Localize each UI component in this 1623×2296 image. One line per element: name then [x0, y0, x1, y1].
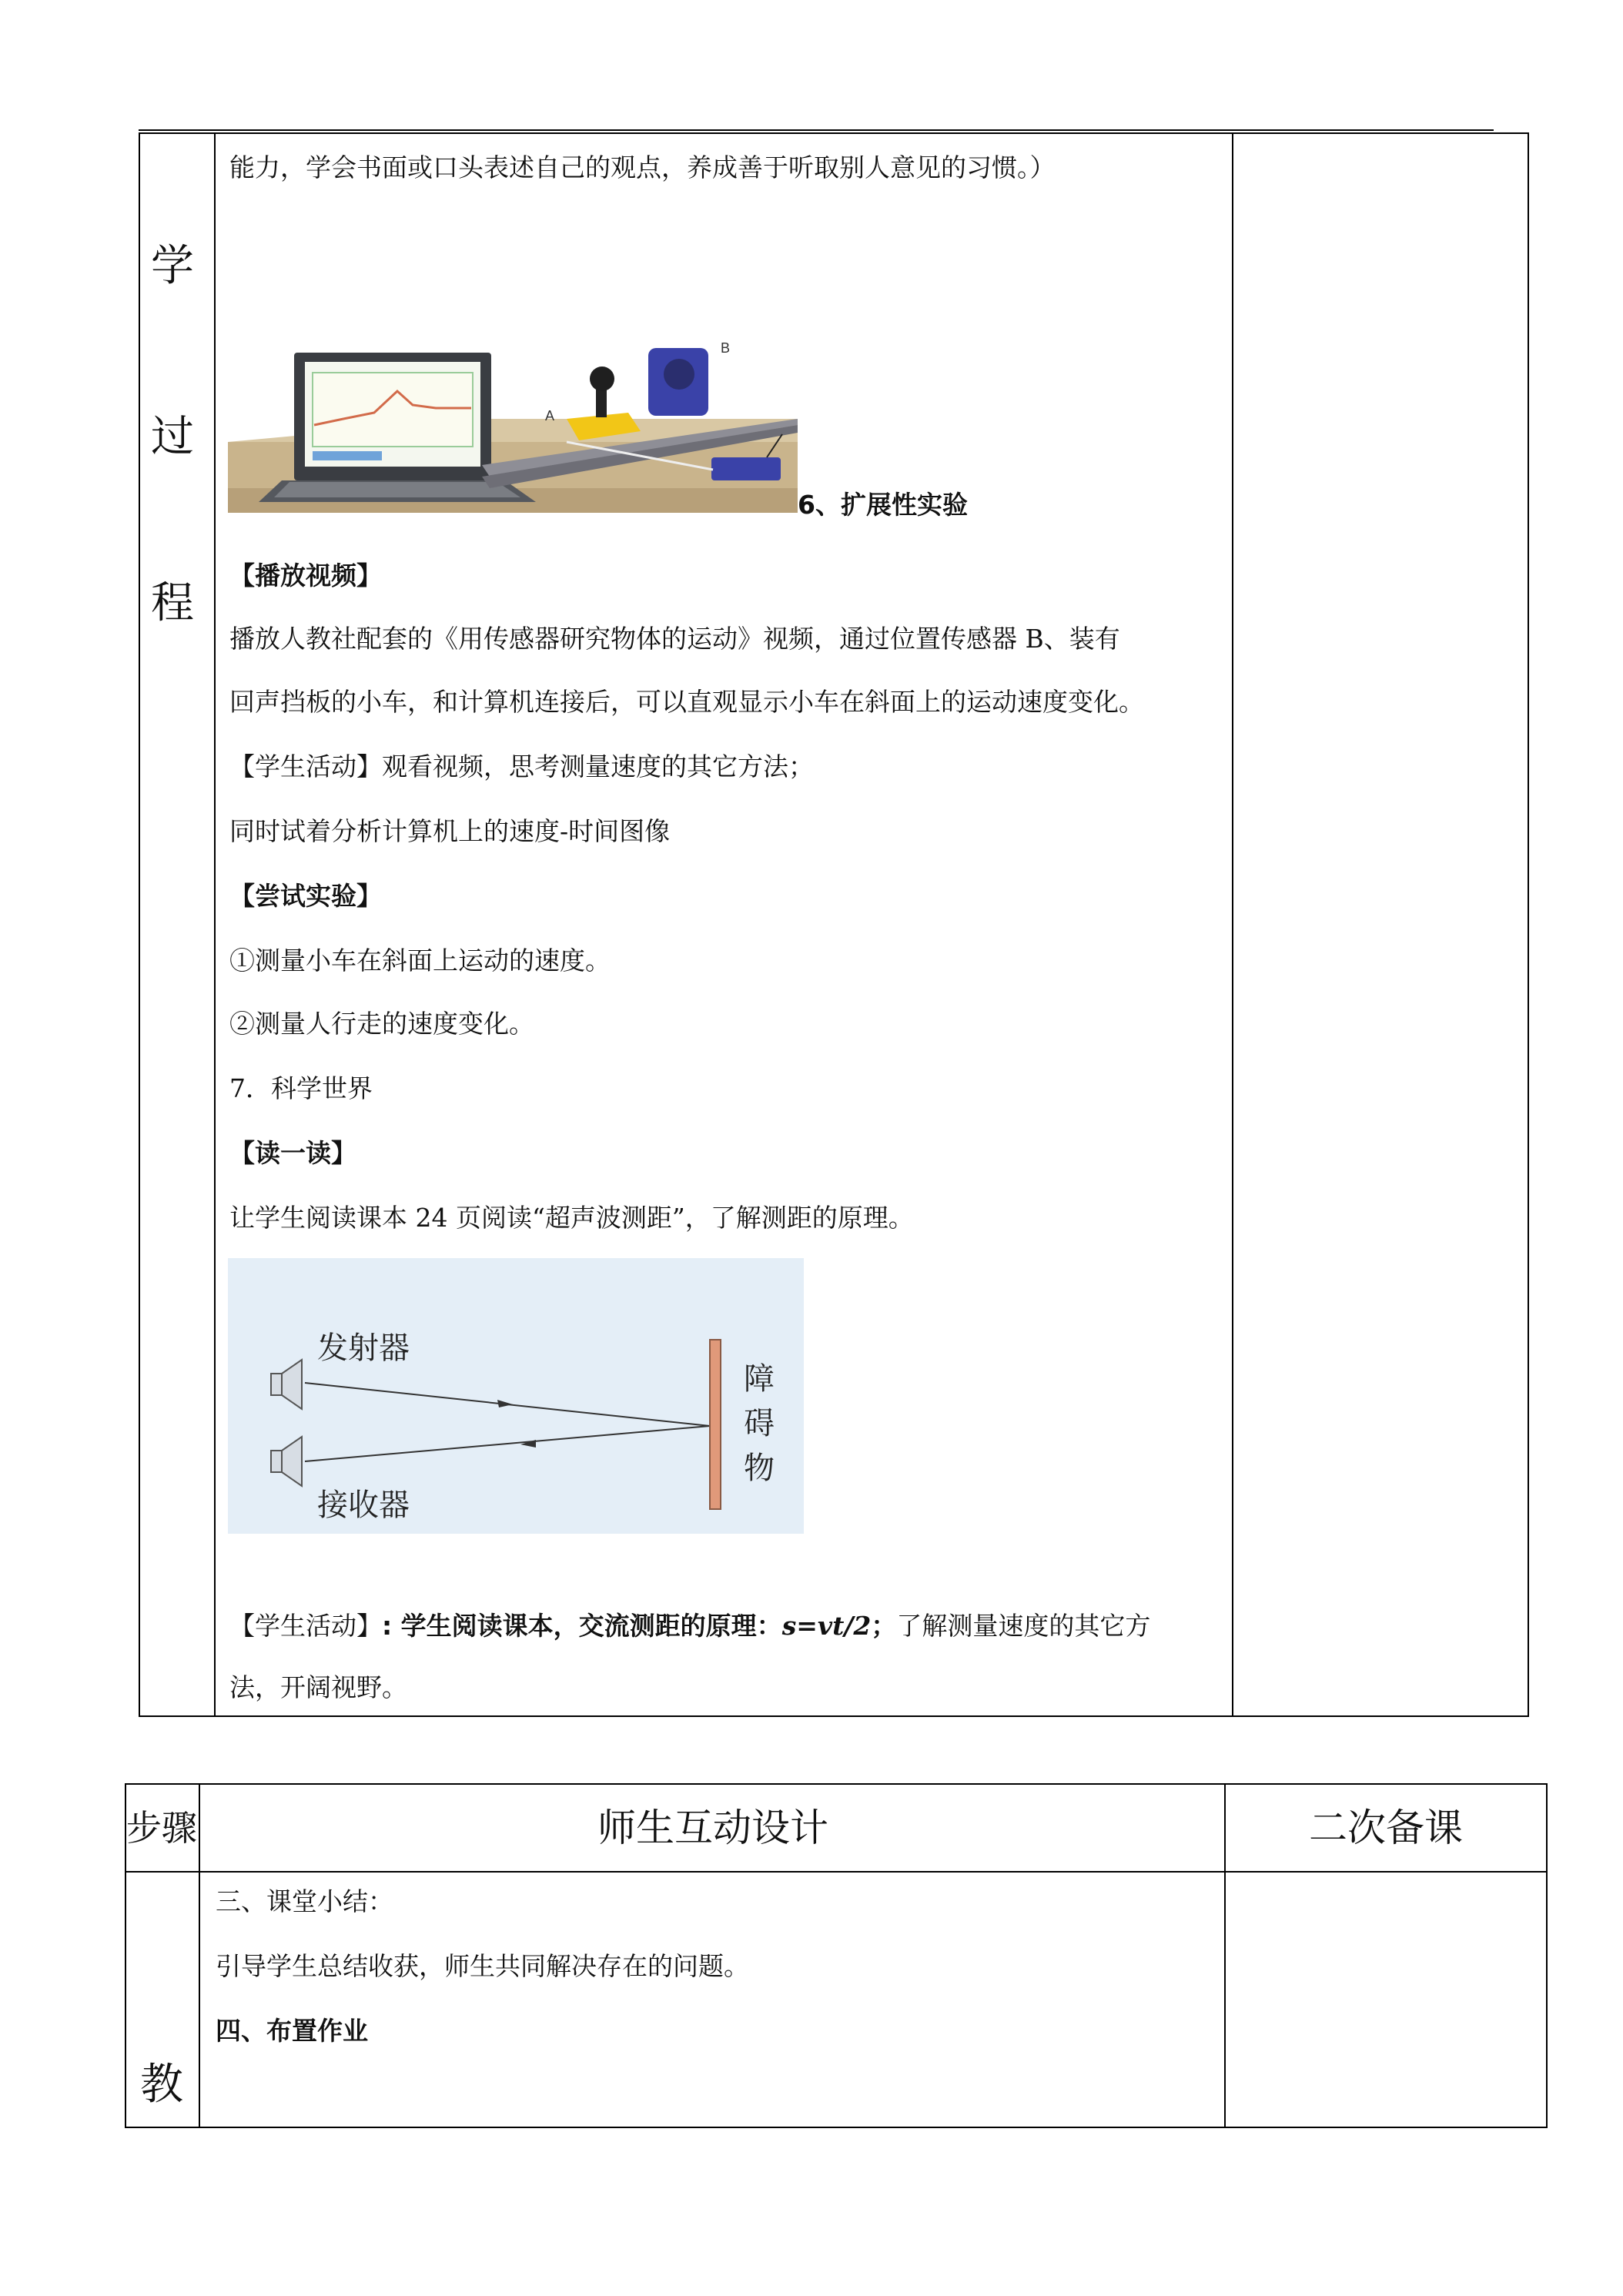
try-item-1: ①测量小车在斜面上运动的速度。 — [229, 946, 611, 976]
side-label-jiao: 教 — [140, 2060, 183, 2110]
label-obstacle-1: 障 — [744, 1361, 775, 1397]
try-item-2: ②测量人行走的速度变化。 — [229, 1009, 534, 1039]
header-design: 师生互动设计 — [597, 1806, 828, 1850]
header-step: 步骤 — [126, 1807, 197, 1849]
heading-read: 【读一读】 — [229, 1138, 356, 1168]
formula-distance: s=vt/2 — [781, 1611, 872, 1641]
sensor-experiment-drawing — [228, 334, 798, 513]
label-receiver: 接收器 — [317, 1488, 410, 1523]
final-activity-rest: 了解测量速度的其它方 — [896, 1611, 1151, 1641]
student-activity-text-1: 【学生活动】观看视频，思考测量速度的其它方法； — [229, 751, 814, 782]
section-science-world: 7．科学世界 — [229, 1073, 373, 1103]
ultrasonic-diagram — [228, 1258, 804, 1534]
side-label-cheng: 程 — [151, 578, 194, 628]
header-second-prep: 二次备课 — [1309, 1806, 1463, 1850]
ultrasonic-ranging-image — [228, 1258, 804, 1534]
heading-homework: 四、布置作业 — [216, 2016, 368, 2046]
table2-col-divider-2 — [1224, 1783, 1226, 2128]
page-top-rule — [139, 129, 1494, 131]
final-activity-line-1 — [229, 1611, 1150, 1642]
label-obstacle-2: 碍 — [744, 1406, 775, 1441]
label-b: B — [721, 340, 731, 356]
label-transmitter: 发射器 — [317, 1330, 410, 1366]
table2-header-divider — [125, 1871, 1548, 1873]
sensor-experiment-image — [228, 334, 798, 513]
side-label-xue: 学 — [151, 241, 194, 291]
table1-col-divider-1 — [214, 132, 216, 1717]
side-label-guo: 过 — [151, 412, 194, 462]
heading-try-experiment: 【尝试实验】 — [229, 881, 382, 911]
summary-text: 引导学生总结收获，师生共同解决存在的问题。 — [216, 1951, 749, 1981]
play-video-text-2: 回声挡板的小车，和计算机连接后，可以直观显示小车在斜面上的运动速度变化。 — [229, 687, 1144, 717]
final-activity-semicolon: ； — [871, 1611, 897, 1641]
student-activity-text-2: 同时试着分析计算机上的速度-时间图像 — [229, 816, 671, 846]
final-activity-line-2: 法，开阔视野。 — [229, 1672, 407, 1702]
table2-col-divider-1 — [199, 1783, 200, 2128]
label-a: A — [545, 408, 555, 423]
label-obstacle-3: 物 — [744, 1451, 775, 1486]
heading-class-summary: 三、课堂小结： — [216, 1886, 393, 1916]
table1-col-divider-2 — [1232, 132, 1233, 1717]
paragraph-ability: 能力，学会书面或口头表述自己的观点，养成善于听取别人意见的习惯。） — [229, 152, 1056, 182]
play-video-text-1: 播放人教社配套的《用传感器研究物体的运动》视频，通过位置传感器 B、装有 — [229, 624, 1120, 654]
read-text: 让学生阅读课本 24 页阅读“超声波测距”，了解测距的原理。 — [229, 1203, 914, 1233]
final-activity-prefix: 【学生活动】 — [229, 1611, 382, 1641]
heading-play-video: 【播放视频】 — [229, 561, 382, 591]
final-activity-bold: : 学生阅读课本，交流测距的原理： — [382, 1611, 782, 1641]
heading-extension-experiment: 6、扩展性实验 — [798, 490, 968, 520]
